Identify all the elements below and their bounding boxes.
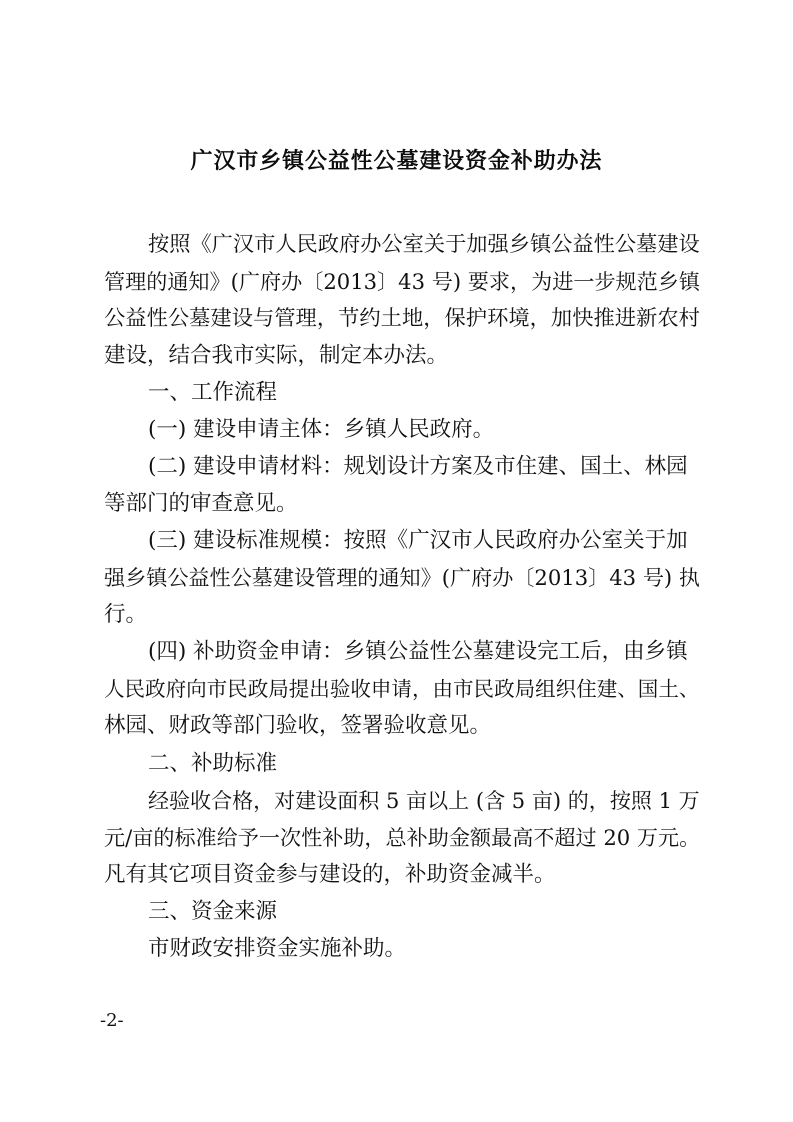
intro-line-2: 管理的通知》(广府办〔2013〕43 号) 要求，为进一步规范乡镇 xyxy=(104,269,700,294)
workflow-item-2-line-1: (二) 建设申请材料：规划设计方案及市住建、国土、林园 xyxy=(148,454,688,479)
intro-line-1: 按照《广汉市人民政府办公室关于加强乡镇公益性公墓建设 xyxy=(148,232,700,257)
workflow-item-1-line-1: (一) 建设申请主体：乡镇人民政府。 xyxy=(148,417,495,442)
workflow-item-4-line-3: 林园、财政等部门验收，签署验收意见。 xyxy=(104,713,492,738)
workflow-item-4-line-1: (四) 补助资金申请：乡镇公益性公墓建设完工后，由乡镇 xyxy=(148,639,688,664)
page-number: -2- xyxy=(100,1010,124,1031)
workflow-item-2-line-2: 等部门的审查意见。 xyxy=(104,491,298,516)
workflow-item-3-line-2: 强乡镇公益性公墓建设管理的通知》(广府办〔2013〕43 号) 执 xyxy=(104,565,700,590)
workflow-item-3-line-3: 行。 xyxy=(104,602,148,627)
intro-line-3: 公益性公墓建设与管理，节约土地，保护环境，加快推进新农村 xyxy=(104,306,700,331)
workflow-item-3-line-1: (三) 建设标准规模：按照《广汉市人民政府办公室关于加 xyxy=(148,528,688,553)
intro-line-4: 建设，结合我市实际，制定本办法。 xyxy=(104,343,449,368)
subsidy-standard-line-2: 元/亩的标准给予一次性补助，总补助金额最高不超过 20 万元。 xyxy=(104,825,701,850)
section-heading-fund-source: 三、资金来源 xyxy=(148,899,278,924)
subsidy-standard-line-1: 经验收合格，对建设面积 5 亩以上 (含 5 亩) 的，按照 1 万 xyxy=(148,788,700,813)
document-title: 广汉市乡镇公益性公墓建设资金补助办法 xyxy=(190,148,603,174)
section-heading-workflow: 一、工作流程 xyxy=(148,380,278,405)
subsidy-standard-line-3: 凡有其它项目资金参与建设的，补助资金减半。 xyxy=(104,862,556,887)
fund-source-line-1: 市财政安排资金实施补助。 xyxy=(148,936,407,961)
section-heading-subsidy-standard: 二、补助标准 xyxy=(148,751,278,776)
workflow-item-4-line-2: 人民政府向市民政局提出验收申请，由市民政局组织住建、国土、 xyxy=(104,677,700,701)
